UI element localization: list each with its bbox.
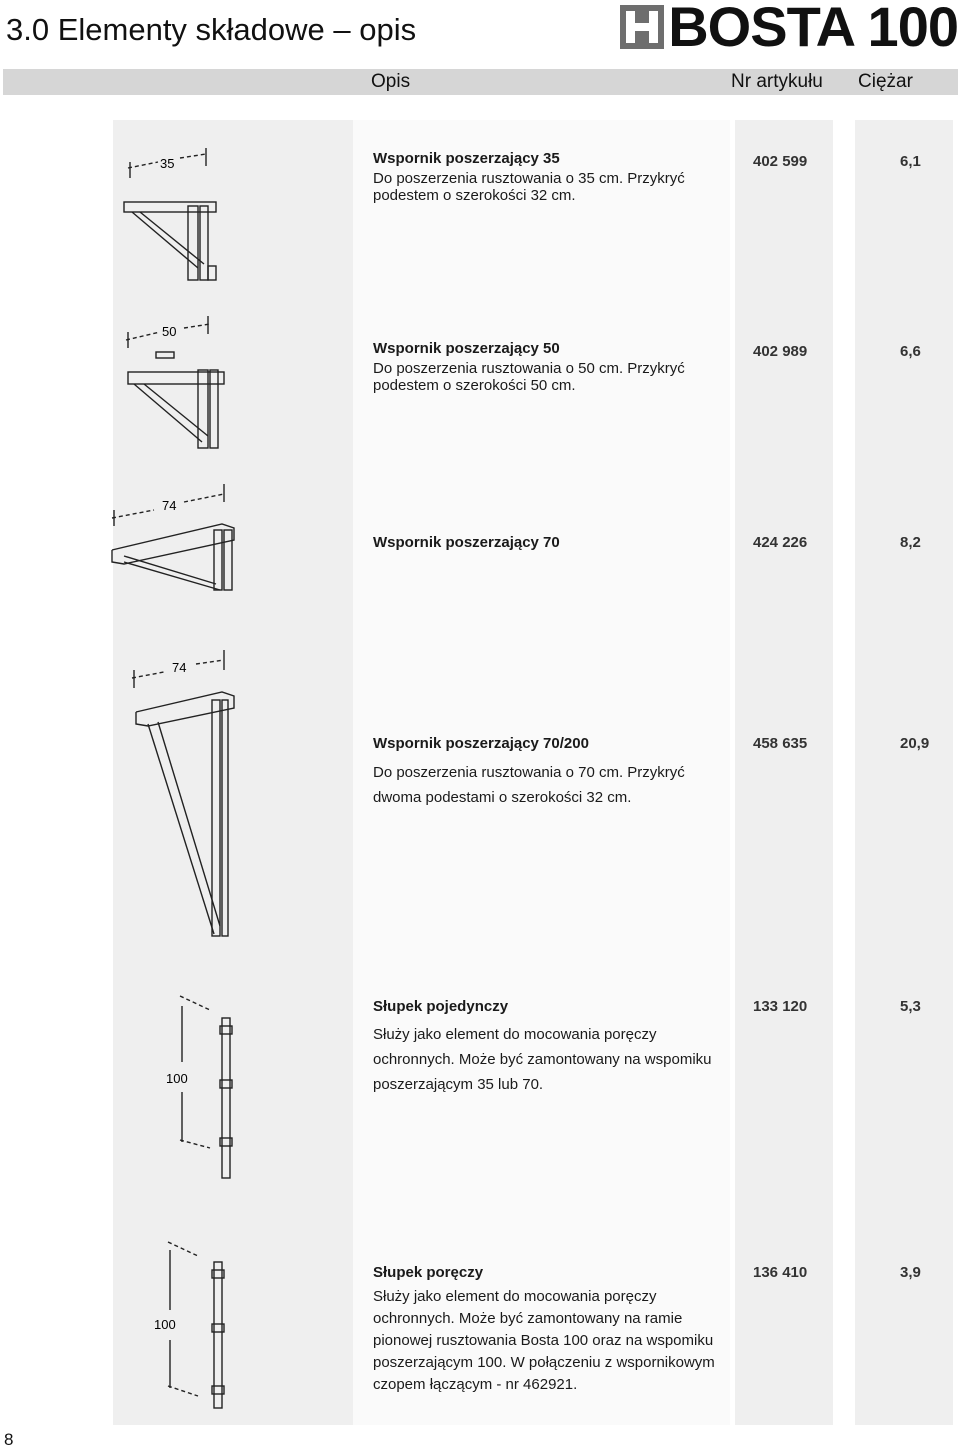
- column-header-ciezar: Ciężar: [858, 71, 913, 92]
- item-description: Służy jako element do mocowania poręczy ochronnych. Może być zamontowany na ramie pionowej rusztowania Bosta 100 oraz na wspomiku poszerzającym 100. W połączeniu z wspornikowym czopem łączącym - nr 462921.: [373, 1288, 715, 1393]
- bracket-50-drawing: [118, 316, 233, 451]
- bracket-70-drawing: [104, 484, 244, 594]
- weight-panel: [855, 120, 953, 1425]
- brand-name: BOSTA 100: [668, 0, 958, 58]
- item-title: Słupek pojedynczy: [373, 998, 509, 1015]
- item-description: Do poszerzenia rusztowania o 35 cm. Przykryć podestem o szerokości 32 cm.: [373, 170, 685, 204]
- bracket-70-200-drawing: [124, 650, 244, 942]
- bosta-logo-icon: [620, 5, 664, 49]
- single-post-drawing: [160, 992, 250, 1182]
- item-title: Wspornik poszerzający 35: [373, 150, 560, 167]
- page-title: 3.0 Elementy składowe – opis: [6, 12, 417, 47]
- dimension-label: 74: [162, 498, 177, 513]
- item-article-number: 402 599: [753, 153, 808, 170]
- item-article-number: 402 989: [753, 343, 808, 360]
- page-number: 8: [4, 1430, 14, 1449]
- item-article-number: 136 410: [753, 1264, 808, 1281]
- item-weight: 3,9: [900, 1264, 921, 1281]
- item-title: Wspornik poszerzający 70: [373, 534, 560, 551]
- dimension-label: 74: [172, 660, 187, 675]
- column-header-nr: Nr artykułu: [731, 71, 823, 92]
- guardrail-post-drawing: [150, 1236, 245, 1416]
- column-header-bar: [3, 69, 958, 95]
- item-weight: 8,2: [900, 534, 921, 551]
- article-number-panel: [735, 120, 833, 1425]
- item-description: Służy jako element do mocowania poręczy ochronnych. Może być zamontowany na wspomiku poszerzającym 35 lub 70.: [373, 1026, 712, 1093]
- brand: [620, 0, 958, 58]
- item-weight: 6,6: [900, 343, 921, 360]
- item-article-number: 458 635: [753, 735, 808, 752]
- item-title: Wspornik poszerzający 70/200: [373, 735, 589, 752]
- dimension-label: 50: [162, 324, 177, 339]
- item-description: Do poszerzenia rusztowania o 70 cm. Przykryć dwoma podestami o szerokości 32 cm.: [373, 764, 685, 806]
- item-weight: 6,1: [900, 153, 921, 170]
- item-weight: 5,3: [900, 998, 921, 1015]
- item-article-number: 133 120: [753, 998, 808, 1015]
- dimension-label: 35: [160, 156, 175, 171]
- item-article-number: 424 226: [753, 534, 808, 551]
- item-title: Wspornik poszerzający 50: [373, 340, 560, 357]
- item-title: Słupek poręczy: [373, 1264, 484, 1281]
- dimension-label: 100: [154, 1317, 176, 1332]
- item-description: Do poszerzenia rusztowania o 50 cm. Przykryć podestem o szerokości 50 cm.: [373, 360, 685, 394]
- item-weight: 20,9: [900, 735, 930, 752]
- bracket-35-drawing: [118, 148, 228, 283]
- column-header-opis: Opis: [371, 71, 411, 92]
- dimension-label: 100: [166, 1071, 188, 1086]
